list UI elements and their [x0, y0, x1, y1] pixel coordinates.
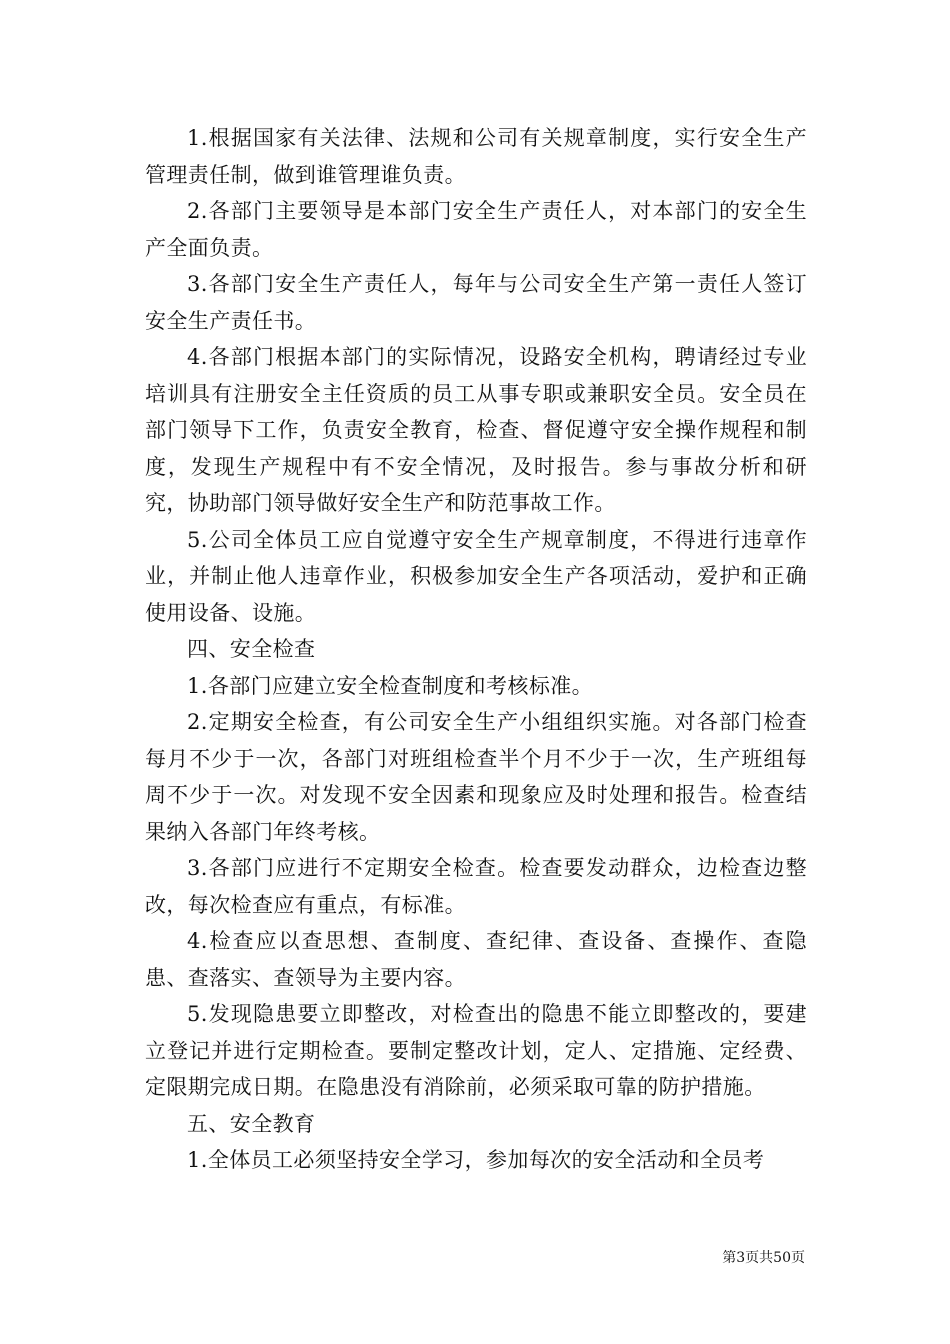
section-heading-education: 五、安全教育	[187, 1111, 316, 1136]
paragraph-responsibility-2: 2.各部门主要领导是本部门安全生产责任人，对本部门的安全生产全面负责。	[145, 199, 807, 260]
document-body	[145, 120, 807, 1179]
paragraph-responsibility-4: 4.各部门根据本部门的实际情况，设路安全机构，聘请经过专业培训具有注册安全主任资质的员工从事专职或兼职安全员。安全员在部门领导下工作，负责安全教育，检查、督促遵守安全操作规程和制度，发现生产规程中有不安全情况，及时报告。参与事故分析和研究，协助部门领导做好安全生产和防范事故工作。	[145, 345, 807, 515]
paragraph-inspection-4: 4.检查应以查思想、查制度、查纪律、查设备、查操作、查隐患、查落实、查领导为主要内容。	[145, 929, 807, 990]
paragraph-inspection-1: 1.各部门应建立安全检查制度和考核标准。	[187, 673, 594, 698]
paragraph-education-1: 1.全体员工必须坚持安全学习，参加每次的安全活动和全员考	[187, 1148, 765, 1172]
paragraph-inspection-3: 3.各部门应进行不定期安全检查。检查要发动群众，边检查边整改，每次检查应有重点，有标准。	[145, 856, 807, 917]
section-heading-inspection: 四、安全检查	[187, 637, 316, 661]
paragraph-responsibility-1: 1.根据国家有关法律、法规和公司有关规章制度，实行安全生产管理责任制，做到谁管理谁负责。	[145, 126, 807, 187]
paragraph-responsibility-3: 3.各部门安全生产责任人，每年与公司安全生产第一责任人签订安全生产责任书。	[145, 272, 807, 333]
paragraph-inspection-2: 2.定期安全检查，有公司安全生产小组组织实施。对各部门检查每月不少于一次，各部门对班组检查半个月不少于一次，生产班组每周不少于一次。对发现不安全因素和现象应及时处理和报告。检查结果纳入各部门年终考核。	[145, 710, 807, 844]
paragraph-inspection-5: 5.发现隐患要立即整改，对检查出的隐患不能立即整改的，要建立登记并进行定期检查。要制定整改计划，定人、定措施、定经费、定限期完成日期。在隐患没有消除前，必须采取可靠的防护措施。	[145, 1002, 807, 1099]
paragraph-responsibility-5: 5.公司全体员工应自觉遵守安全生产规章制度，不得进行违章作业，并制止他人违章作业，积极参加安全生产各项活动，爱护和正确使用设备、设施。	[145, 527, 807, 625]
page-number-footer: 第3页共50页	[722, 1250, 805, 1266]
